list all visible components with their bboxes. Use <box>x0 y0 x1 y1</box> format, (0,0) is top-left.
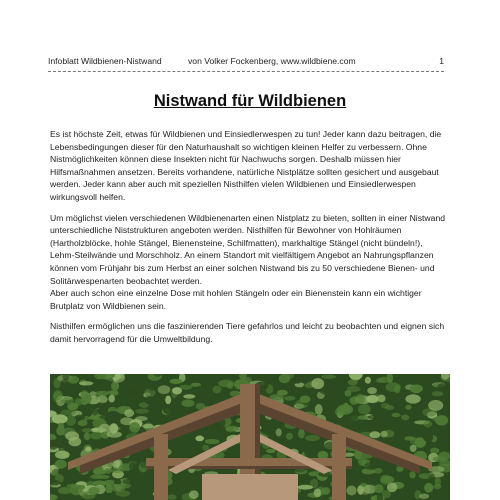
ivy-leaf <box>124 409 134 417</box>
ivy-leaf <box>52 414 68 424</box>
ivy-leaf <box>385 382 400 392</box>
ivy-leaf <box>58 487 72 494</box>
ivy-leaf <box>75 398 83 406</box>
ivy-leaf <box>106 390 116 394</box>
ivy-leaf <box>437 383 449 390</box>
header-author: von Volker Fockenberg, www.wildbiene.com <box>188 56 356 66</box>
ivy-leaf <box>381 476 394 483</box>
ivy-leaf <box>360 483 367 487</box>
ivy-leaf <box>165 396 171 405</box>
ivy-leaf <box>68 376 79 384</box>
ivy-leaf <box>88 487 99 495</box>
ivy-leaf <box>172 387 182 394</box>
ivy-leaf <box>368 415 380 419</box>
ivy-leaf <box>369 431 380 438</box>
ivy-leaf <box>91 408 98 416</box>
ivy-leaf <box>433 456 447 462</box>
ivy-leaf <box>79 381 93 385</box>
ivy-leaf <box>374 484 384 493</box>
ivy-leaf <box>135 416 147 421</box>
ivy-leaf <box>205 439 220 444</box>
ivy-leaf <box>85 447 91 452</box>
ivy-leaf <box>428 400 443 411</box>
paragraph-structures: Um möglichst vielen verschiedenen Wildbienenarten einen Nistplatz zu bieten, sollten in einer Nistwand unterschiedliche Niststrukturen angeboten werden. Nisthilfen für Bewohner von Hohlräumen (Hartholzblöcke, hohle Stängel, Bienensteine, Schilfmatten), markhaltige Stängel (nicht bündeln!), Lehm-Steilwände und Morschholz. An einem Standort mit vielfältigem Angebot an Nahrungspflanzen können vom Frühjahr bis zum Herbst an einer solchen Nistwand bis zu 50 verschiedene Bienen- und Solitärwespenarten beobachtet werden. <box>50 212 446 286</box>
ivy-leaf <box>213 386 222 394</box>
header-title: Infoblatt Wildbienen-Nistwand <box>48 56 162 66</box>
ivy-leaf <box>225 426 239 432</box>
ivy-leaf <box>439 427 445 437</box>
ivy-leaf <box>170 379 183 384</box>
ivy-leaf <box>163 404 176 415</box>
ivy-leaf <box>387 483 397 493</box>
document-title: Nistwand für Wildbienen <box>153 92 347 110</box>
ivy-leaf <box>298 485 313 490</box>
ivy-leaf <box>135 409 149 414</box>
ivy-leaf <box>381 403 390 409</box>
ivy-leaf <box>435 477 441 487</box>
ivy-leaf <box>314 488 321 497</box>
nesting-wall-photo <box>50 374 450 500</box>
ivy-leaf <box>364 462 378 470</box>
ivy-leaf <box>75 415 86 421</box>
ivy-leaf <box>78 420 88 426</box>
ivy-leaf <box>179 484 189 493</box>
ivy-leaf <box>405 405 411 410</box>
ivy-leaf <box>98 470 106 474</box>
ivy-leaf <box>181 400 194 407</box>
ivy-leaf <box>276 428 282 436</box>
ivy-leaf <box>321 487 331 495</box>
ivy-leaf <box>129 422 140 433</box>
ivy-leaf <box>148 406 164 411</box>
ivy-leaf <box>346 486 356 496</box>
ivy-leaf <box>53 390 63 400</box>
ivy-leaf <box>258 418 270 425</box>
ivy-leaf <box>58 423 65 430</box>
document-body <box>50 128 448 354</box>
ivy-leaf <box>377 395 385 403</box>
ivy-leaf <box>356 394 365 404</box>
ivy-leaf <box>84 394 92 403</box>
ivy-leaf <box>129 462 137 472</box>
paragraph-education: Nisthilfen ermöglichen uns die faszinierenden Tiere gefahrlos und leicht zu beobachten und eignen sich damit hervorragend für die Umweltbildung. <box>50 321 445 344</box>
ivy-leaf <box>438 436 445 442</box>
ivy-leaf <box>392 413 401 417</box>
ivy-leaf <box>90 474 102 479</box>
ivy-leaf <box>61 410 77 416</box>
ivy-leaf <box>93 428 99 432</box>
ivy-leaf <box>107 378 114 383</box>
ivy-leaf <box>55 460 67 469</box>
header-divider <box>48 71 444 72</box>
ivy-leaf <box>98 395 108 403</box>
nesting-block <box>202 474 298 500</box>
ivy-leaf <box>107 431 122 438</box>
ivy-leaf <box>432 417 439 421</box>
ivy-leaf <box>423 434 433 442</box>
right-post <box>332 434 346 500</box>
ivy-leaf <box>346 414 358 421</box>
ivy-leaf <box>410 384 423 393</box>
ivy-leaf <box>55 451 70 459</box>
ivy-leaf <box>424 420 432 427</box>
ivy-leaf <box>54 378 61 389</box>
ivy-leaf <box>284 396 295 401</box>
ivy-leaf <box>345 469 356 476</box>
ivy-leaf <box>68 437 81 447</box>
ivy-leaf <box>51 471 59 476</box>
ivy-leaf <box>359 379 365 385</box>
ivy-leaf <box>90 432 103 440</box>
page-number: 1 <box>439 56 444 66</box>
ivy-leaf <box>82 428 92 433</box>
ivy-leaf <box>428 473 435 482</box>
ivy-leaf <box>321 375 336 379</box>
ivy-leaf <box>410 445 417 452</box>
ivy-leaf <box>77 485 85 490</box>
ivy-leaf <box>109 395 115 403</box>
ivy-leaf <box>366 395 378 403</box>
ivy-leaf <box>183 394 195 398</box>
paragraph-intro: Es ist höchste Zeit, etwas für Wildbienen und Einsiedlerwespen zu tun! Jeder kann dazu beitragen, die Lebensbedingungen dieser für den Naturhaushalt so wichtigen kleinen Helfer zu verbessern. Ohne Nistmöglichkeiten können diese Insekten nicht für Nachwuchs sorgen. Deshalb müssen hier Hilfsmaßnahmen ansetzen. Bereits vorhandene, natürliche Nistplätze sollten gesichert und ausgebaut werden. Jeder kann aber auch mit speziellen Nisthilfen vielen Wildbienen und Einsiedlerwespen wirkungsvoll helfen. <box>50 129 442 202</box>
ivy-leaf <box>191 383 201 387</box>
ivy-leaf <box>125 470 137 480</box>
ivy-leaf <box>300 396 311 403</box>
ivy-leaf <box>105 411 121 422</box>
ivy-leaf <box>202 445 209 451</box>
ivy-leaf <box>96 379 107 384</box>
ivy-leaf <box>409 471 416 478</box>
ivy-leaf <box>415 377 427 383</box>
ivy-leaf <box>400 488 410 499</box>
left-post <box>154 434 168 500</box>
ivy-leaf <box>84 432 90 440</box>
ivy-leaf <box>277 390 288 396</box>
ivy-leaf <box>358 404 371 414</box>
ivy-leaf <box>337 404 353 414</box>
ivy-leaf <box>126 389 138 394</box>
ivy-leaf <box>432 391 444 396</box>
ivy-leaf <box>286 433 293 440</box>
ivy-leaf <box>205 383 211 393</box>
ivy-leaf <box>88 416 101 421</box>
ivy-leaf <box>195 436 204 442</box>
ivy-leaf <box>367 387 377 394</box>
ivy-leaf <box>424 483 433 493</box>
ivy-leaf <box>167 494 177 499</box>
ivy-leaf <box>158 385 171 394</box>
ivy-leaf <box>304 448 313 457</box>
ivy-leaf <box>379 411 387 422</box>
ivy-leaf <box>419 494 429 499</box>
ivy-leaf <box>218 380 234 388</box>
ivy-leaf <box>148 382 155 391</box>
ivy-leaf <box>305 435 320 441</box>
ivy-leaf <box>293 376 301 384</box>
ivy-leaf <box>311 378 324 389</box>
ivy-leaf <box>61 397 74 403</box>
ivy-leaf <box>189 490 199 499</box>
ivy-leaf <box>401 415 409 421</box>
ivy-leaf <box>315 404 323 415</box>
ivy-leaf <box>405 394 420 403</box>
ivy-leaf <box>142 424 154 429</box>
ivy-leaf <box>111 484 125 492</box>
ivy-leaf <box>145 396 154 405</box>
ivy-leaf <box>376 378 385 383</box>
ivy-leaf <box>347 386 361 392</box>
photo-illustration <box>50 374 450 500</box>
paragraph-single-can: Aber auch schon eine einzelne Dose mit hohlen Stängeln oder ein Bienenstein kann ein wichtiger Brutplatz von Wildbienen sein. <box>50 288 422 311</box>
ivy-leaf <box>324 398 333 404</box>
ivy-leaf <box>111 381 119 390</box>
ivy-leaf <box>180 385 193 390</box>
ivy-leaf <box>365 377 371 384</box>
ivy-leaf <box>77 386 85 390</box>
ivy-leaf <box>404 436 415 440</box>
ivy-leaf <box>156 416 165 421</box>
ivy-leaf <box>430 448 439 454</box>
ivy-leaf <box>266 449 275 453</box>
ivy-leaf <box>380 431 387 438</box>
